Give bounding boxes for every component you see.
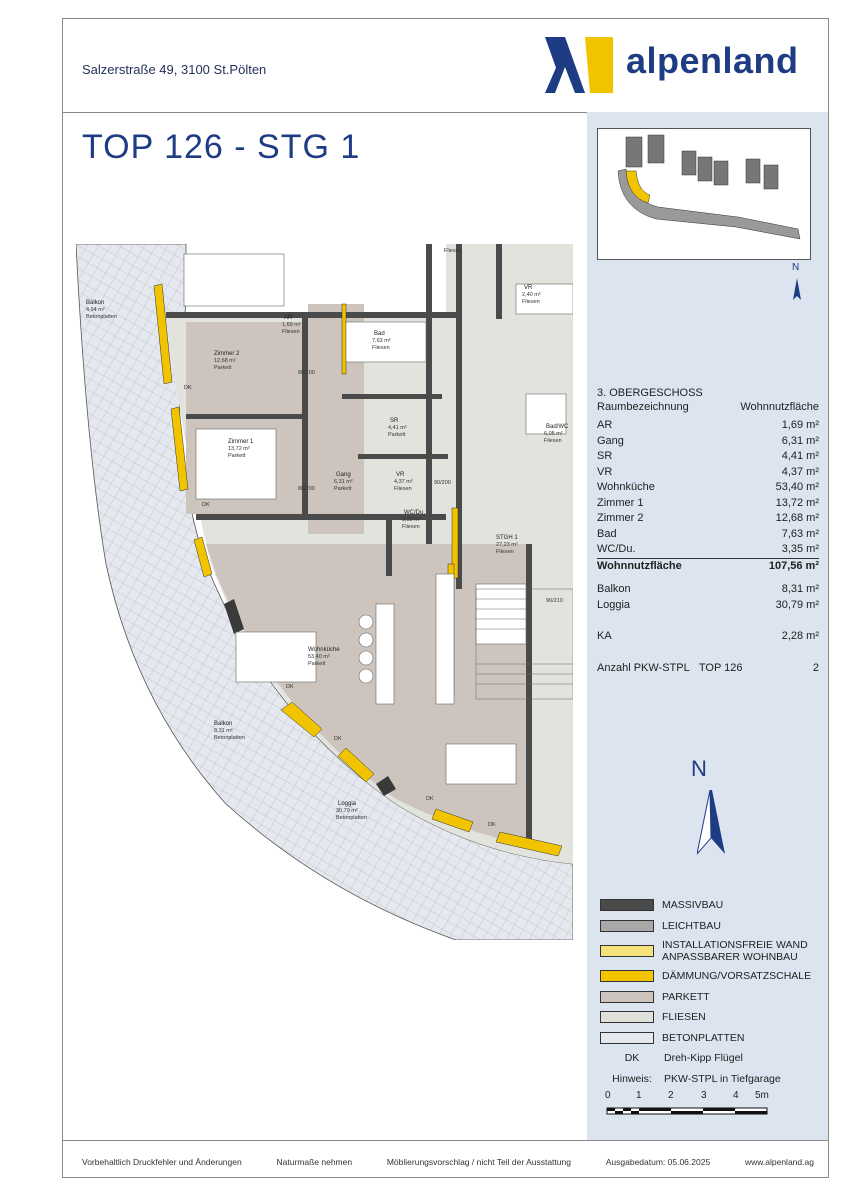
plan-window-tag: DK [202,502,210,508]
plan-room-bad-name: Bad [374,331,385,337]
room-name: Wohnküche [597,481,655,493]
plan-room-sr-name: SR [390,418,399,424]
room-area: 4,41 m² [781,450,819,462]
footer [82,1157,814,1167]
legend-label: PARKETT [662,990,710,1003]
plan-room-balkon-floor: Betonplatten [214,735,245,741]
plan-room-ar-name: AR [284,315,293,321]
plan-room-gang-floor: Parkett [334,486,352,492]
outdoor-name: Loggia [597,598,631,611]
dk-text: Dreh-Kipp Flügel [664,1052,743,1065]
plan-room-loggia-area: 30,79 m² [336,808,358,814]
plan-room-zimmer1-name: Zimmer 1 [228,439,254,445]
plan-door-size: 90/200 [434,480,451,486]
floor-plan [76,244,573,940]
plan-room-wc-floor: Fliesen [402,524,420,530]
plan-room-loggia-floor: Betonplatten [336,815,367,821]
area-row [597,449,819,465]
plan-room-bad-area: 7,63 m² [372,338,391,344]
plan-room-stgh-name: STGH 1 [496,535,518,541]
plan-door-size: 90/210 [546,598,563,604]
scale-label: 4 [733,1090,739,1101]
legend-swatch [600,991,654,1003]
outdoor-row [597,582,819,598]
plan-room-vr-name: VR [396,472,405,478]
room-name: Bad [597,527,617,540]
outdoor-name: Balkon [597,583,631,595]
scale-bar-graphic [600,1106,770,1116]
plan-room-wc-name: WC/Du. [404,510,425,516]
storage-row [597,629,819,645]
plan-room-wc-area: 3,35 m² [402,517,421,523]
legend-swatch [600,945,654,957]
legend-dk [600,1048,825,1069]
parking-row [597,661,819,677]
room-name: Zimmer 2 [597,512,644,524]
col-room: Raumbezeichnung [597,401,689,413]
total-name: Wohnnutzfläche [597,559,682,572]
room-name: AR [597,419,613,431]
legend-label: ANPASSBARER WOHNBAU [662,951,798,963]
footer-date: Ausgabedatum: 05.06.2025 [605,1157,711,1167]
plan-room-vr-area: 4,37 m² [394,479,413,485]
storage-name: KA [597,630,612,642]
outdoor-area: 8,31 m² [781,583,819,595]
plan-room-balkon-area: 8,31 m² [214,728,233,734]
address: Salzerstraße 49, 3100 St.Pölten [82,62,267,77]
area-row [597,465,819,481]
plan-room-zimmer2-floor: Parkett [214,365,232,371]
room-name: VR [597,465,613,478]
room-name: Zimmer 1 [597,496,644,509]
legend-label: LEICHTBAU [662,919,721,932]
plan-room-balkon-name: Balkon [214,721,233,727]
area-total-row [597,558,819,575]
plan-window-tag: DK [488,822,496,828]
legend-label: BETONPLATTEN [662,1031,745,1044]
dk-key: DK [624,1052,640,1065]
north-label-big: N [691,756,707,781]
area-table-header [597,400,819,414]
legend-swatch [600,920,654,932]
legend-item [600,966,825,987]
area-row [597,527,819,543]
plan-room-badwc-area: 6,05 m² [544,431,563,437]
plan-room-vr2-floor: Fliesen [522,299,540,305]
scale-label: 2 [668,1090,674,1101]
plan-room-zimmer2-name: Zimmer 2 [214,351,240,357]
footer-furnishing: Möblierungsvorschlag / nicht Teil der Ausstattung [386,1157,571,1167]
area-row [597,511,819,527]
room-area: 7,63 m² [781,527,819,540]
plan-room-gang-name: Gang [336,472,351,478]
parking-top: TOP 126 [698,661,743,674]
area-row [597,418,819,434]
legend-label: INSTALLATIONSFREIE WAND [662,939,808,951]
area-table [597,386,819,676]
footer-disclaimer: Vorbehaltlich Druckfehler und Änderungen [82,1157,242,1167]
plan-room-zimmer1-floor: Parkett [228,453,246,459]
plan-room-vr2-area: 2,40 m² [522,292,541,298]
page-title: TOP 126 - STG 1 [82,128,361,166]
plan-room-balkon2-floor: Betonplatten [86,314,117,320]
legend-item [600,936,825,966]
scale-label: 0 [605,1090,611,1101]
floor-name: 3. OBERGESCHOSS [597,387,703,399]
total-area: 107,56 m² [768,559,819,572]
room-area: 4,37 m² [781,465,819,478]
area-row [597,496,819,512]
north-arrow-icon [697,790,727,858]
plan-room-sr-area: 4,41 m² [388,425,407,431]
plan-room-bad-floor: Fliesen [372,345,390,351]
logo-text: alpenland [626,40,799,81]
north-arrow-small-icon [792,278,802,300]
plan-room-balkon2-area: 4,94 m² [86,307,105,313]
legend-item [600,1028,825,1049]
plan-room-stgh-area: 27,23 m² [496,542,518,548]
plan-room-zimmer1-area: 13,72 m² [228,446,250,452]
plan-room-wohnkueche-floor: Parkett [308,661,326,667]
legend-swatch [600,1011,654,1023]
legend-label: FLIESEN [662,1011,706,1024]
scale-label: 5m [755,1090,769,1101]
plan-room-sr-floor: Parkett [388,432,406,438]
area-row [597,542,819,558]
room-area: 1,69 m² [781,419,819,431]
plan-room-badwc-name: Bad/WC [546,424,569,430]
plan-room-balkon2-name: Balkon [86,300,105,306]
scale-label: 3 [701,1090,707,1101]
room-area: 3,35 m² [781,543,819,555]
legend-label: MASSIVBAU [662,899,724,912]
scale-bar [600,1090,770,1121]
legend [600,895,825,1089]
plan-room-ar-floor: Fliesen [282,329,300,335]
legend-item [600,895,825,916]
legend-swatch [600,1032,654,1044]
scale-label: 1 [636,1090,642,1101]
plan-room-gang-area: 6,31 m² [334,479,353,485]
hint-key: Hinweis: [612,1072,652,1085]
floor-label [597,386,819,400]
outdoor-row [597,598,819,614]
key-plan [597,128,811,260]
room-name: Gang [597,434,624,447]
parking-label: Anzahl PKW-STPL [597,661,690,674]
plan-room-ar-area: 1,69 m² [282,322,301,328]
col-area: Wohnnutzfläche [740,401,819,413]
room-name: WC/Du. [597,543,636,555]
plan-fliesen-top: Fliesen [444,248,462,254]
storage-area: 2,28 m² [781,630,819,642]
plan-room-stgh-floor: Fliesen [496,549,514,555]
plan-room-loggia-name: Loggia [338,801,357,807]
room-area: 12,68 m² [775,512,819,524]
legend-swatch [600,970,654,982]
legend-item [600,916,825,937]
footer-measure: Naturmaße nehmen [276,1157,353,1167]
plan-room-wohnkueche-area: 53,40 m² [308,654,330,660]
outdoor-area: 30,79 m² [775,598,819,611]
legend-item [600,1007,825,1028]
footer-web-link[interactable]: www.alpenland.ag [744,1157,814,1167]
plan-window-tag: DK [184,385,192,391]
legend-swatch [600,899,654,911]
footer-divider [62,1140,829,1141]
plan-room-vr-floor: Fliesen [394,486,412,492]
plan-window-tag: DK [334,736,342,742]
plan-room-wohnkueche-name: Wohnküche [308,647,340,653]
area-row [597,480,819,496]
room-area: 6,31 m² [781,434,819,447]
plan-door-size: 80/200 [298,486,315,492]
legend-hint [600,1069,825,1090]
hint-text: PKW-STPL in Tiefgarage [664,1072,781,1085]
plan-window-tag: DK [426,796,434,802]
plan-room-badwc-floor: Fliesen [544,438,562,444]
area-row [597,434,819,450]
room-area: 53,40 m² [775,481,819,493]
plan-room-vr2-name: VR [524,285,533,291]
plan-room-zimmer2-area: 12,68 m² [214,358,236,364]
legend-item [600,987,825,1008]
legend-label: DÄMMUNG/VORSATZSCHALE [662,970,812,983]
plan-door-size: 80/200 [298,370,315,376]
room-name: SR [597,450,613,462]
room-area: 13,72 m² [775,496,819,509]
parking-count: 2 [812,661,819,674]
north-label-small: N [792,262,800,273]
plan-window-tag: DK [286,684,294,690]
